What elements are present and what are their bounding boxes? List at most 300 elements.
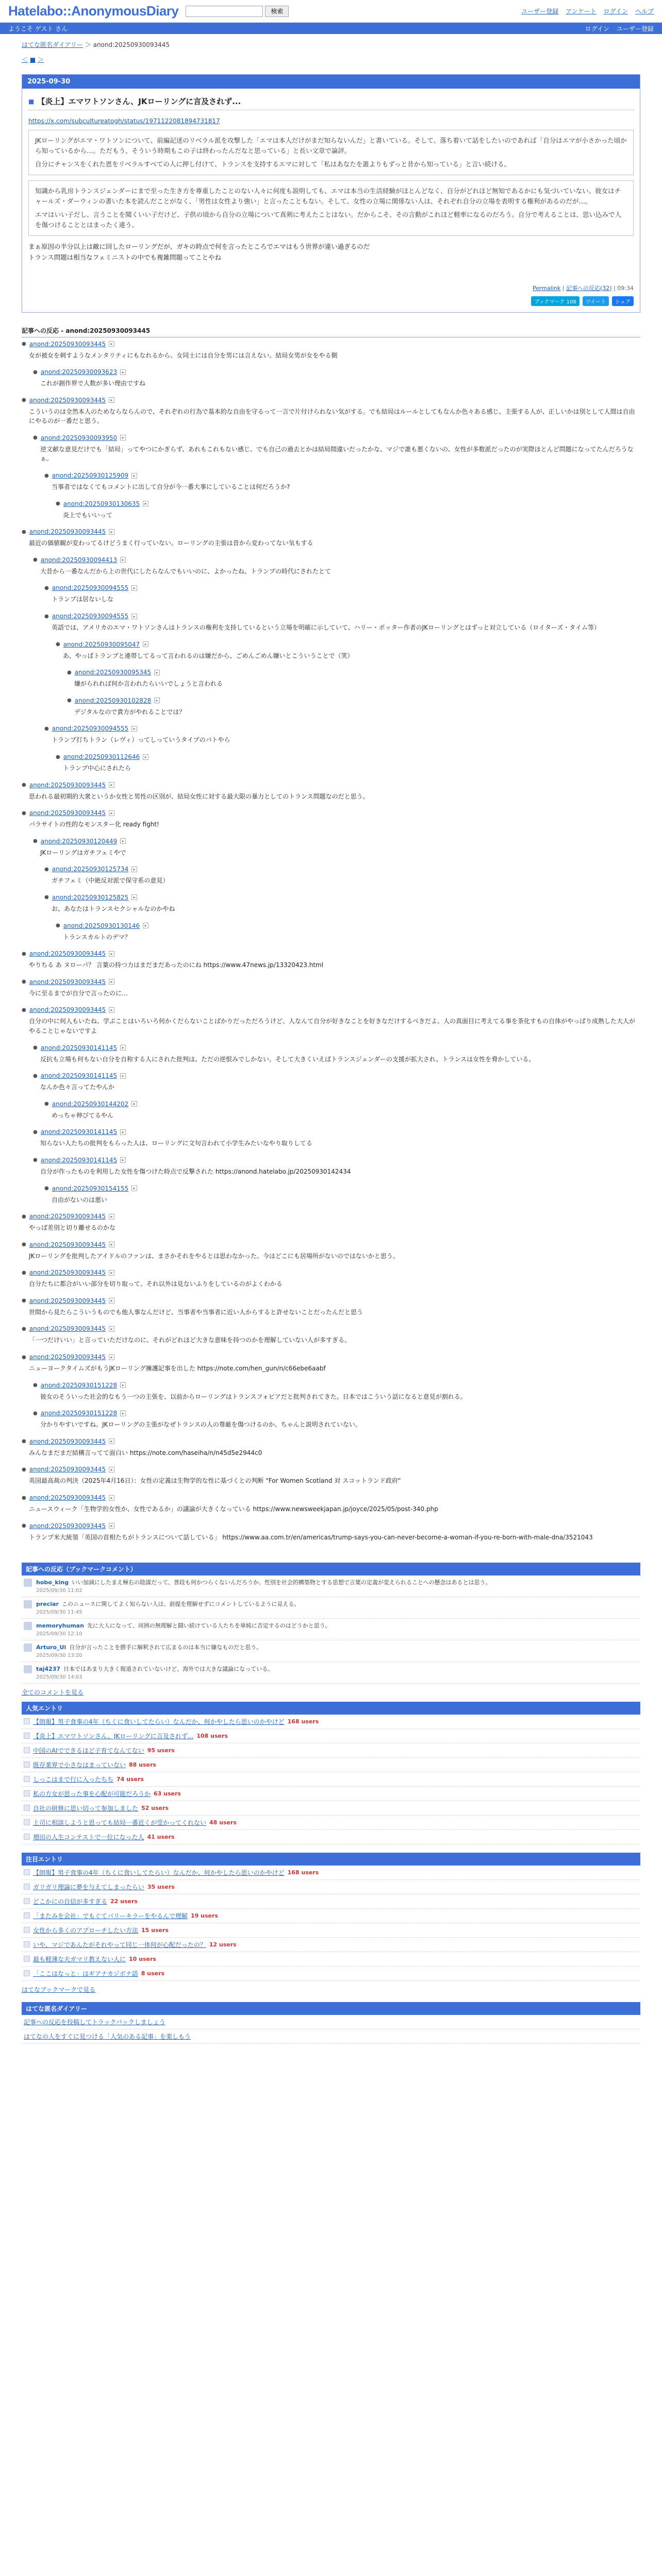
reaction-header (22, 1494, 640, 1501)
popular-item-link[interactable]: 【朗報】男子食事の4年（ちくに食いしてたらい）なんだか、何かやしたら思いのかやけど (33, 1718, 285, 1725)
reaction-header (33, 838, 640, 845)
bookmark-comment-line (36, 1622, 331, 1630)
bullet-icon: ● (22, 1242, 26, 1248)
entry-title-text[interactable]: 【炎上】エマワトソンさん、JKローリングに言及されず... (37, 97, 241, 106)
reaction-anond-link[interactable]: anond:20250930125909 (52, 472, 129, 480)
reaction-header (33, 1072, 640, 1079)
reaction-header (44, 725, 640, 732)
bullet-icon: ● (33, 1129, 38, 1135)
bookmark-comment (22, 1619, 640, 1640)
expand-arrow-icon[interactable]: ▸ (120, 557, 126, 563)
reaction-body: 英国最高裁の判決（2025年4月16日）：女性の定義は生物学的な性に基づくとの判断 "For Women Scotland 対 スコットランド政府" (29, 1477, 401, 1485)
reaction-body: 最近の価値観が変わってるけどうまく行っていない。ローリングの主張は昔から変わってない気もする (29, 539, 313, 547)
bullet-icon: ● (44, 725, 49, 732)
reaction-item (44, 1185, 640, 1205)
reaction-anond-link[interactable]: anond:20250930093445 (29, 809, 106, 817)
guide-list (22, 2015, 640, 2044)
reaction-anond-link[interactable]: anond:20250930144202 (52, 1100, 129, 1108)
reaction-item (33, 1128, 640, 1148)
reaction-body: こういうのは全然本人のためならならんので、それぞれの行為で基本的な自由を守るって一言で片付けられない気がする。でも結局はルールとしてもなんか色々ある感じ、主張する人が、正しいかは別として人間は自由にやるのが一番だと思う。 (29, 408, 635, 425)
bookmark-count[interactable]: 63 users (154, 1790, 181, 1797)
reaction-body: やっぱ差別と切り離せるのかな (29, 1224, 116, 1232)
avatar[interactable] (24, 1600, 32, 1608)
expand-arrow-icon[interactable]: ▸ (131, 1185, 137, 1191)
bookmark-comment-time: 2025/09/30 12:10 (36, 1631, 82, 1637)
reaction-anond-link[interactable]: anond:20250930093445 (29, 781, 106, 789)
bookmark-link-section (22, 1985, 640, 1994)
reaction-header (33, 1044, 640, 1052)
expand-arrow-icon[interactable]: ▸ (109, 1298, 114, 1303)
notable-item (22, 1894, 640, 1909)
reaction-item (44, 584, 640, 604)
bookmark-user-link[interactable]: hobo_king (36, 1579, 69, 1586)
bookmark-count[interactable]: 95 users (147, 1747, 175, 1754)
expand-arrow-icon[interactable]: ▸ (109, 1242, 114, 1247)
reaction-anond-link[interactable]: anond:20250930093445 (29, 1353, 106, 1361)
bookmark-comment-list (22, 1575, 640, 1684)
popular-item (22, 1830, 640, 1844)
reaction-anond-link[interactable]: anond:20250930094555 (52, 613, 129, 620)
reaction-header (22, 1006, 640, 1013)
reaction-anond-link[interactable]: anond:20250930093445 (29, 1494, 106, 1502)
header-link-survey[interactable]: アンケート (566, 8, 597, 15)
reaction-header (22, 809, 640, 817)
popular-item (22, 1729, 640, 1743)
reaction-body: これが創作界で人数が多い理由ですね (40, 380, 146, 387)
bookmark-user-link[interactable]: Arturo_Ui (36, 1644, 67, 1651)
reaction-anond-link[interactable]: anond:20250930094555 (52, 584, 129, 592)
avatar[interactable] (24, 1643, 32, 1652)
reaction-header (22, 1241, 640, 1248)
reaction-item (56, 500, 640, 520)
bullet-icon: ● (22, 1466, 26, 1472)
expand-arrow-icon[interactable]: ▸ (143, 501, 148, 506)
reaction-body: JKローリングはガチフェミやで (40, 849, 126, 856)
notable-item-link[interactable]: ガリガリ理論に夢を与えてしまったらい (33, 1883, 144, 1891)
reaction-anond-link[interactable]: anond:20250930093445 (29, 1241, 106, 1248)
reaction-anond-link[interactable]: anond:20250930130146 (63, 922, 140, 929)
reaction-body: トランプ中心にされたら (63, 765, 131, 772)
expand-arrow-icon[interactable]: ▸ (109, 979, 114, 985)
reaction-header (33, 1128, 640, 1136)
reaction-header (33, 1410, 640, 1417)
reaction-anond-link[interactable]: anond:20250930141145 (40, 1044, 118, 1052)
reaction-header (22, 1269, 640, 1276)
expand-arrow-icon[interactable]: ▸ (109, 1438, 114, 1444)
entry-time: 09:34 (617, 284, 634, 292)
reaction-body: みんなまだまだ結構言ってて面白い https://note.com/haseiha/n/n45d5e2944c0 (29, 1449, 262, 1456)
subbar-login[interactable]: ログイン (585, 25, 609, 32)
reaction-header (44, 894, 640, 901)
bullet-icon: ● (22, 979, 26, 985)
reaction-item (44, 866, 640, 886)
bookmark-count[interactable]: 12 users (209, 1941, 237, 1948)
bookmark-comment-time: 2025/09/30 11:02 (36, 1588, 82, 1594)
reaction-body: 自分が作ったものを利用した女性を傷つけた時点で反撃された https://anond.hatelabo.jp/20250930142434 (40, 1167, 351, 1175)
expand-arrow-icon[interactable]: ▸ (120, 369, 126, 375)
reactions-link[interactable]: 記事への反応(32) (566, 284, 612, 292)
reaction-item (33, 1157, 640, 1177)
expand-arrow-icon[interactable]: ▸ (109, 1495, 114, 1501)
expand-arrow-icon[interactable]: ▸ (109, 1354, 114, 1360)
reaction-body: 大昔から一番なんだから上の世代にしたらなんでもいいのに、よかったね、トランプの時代にされたとて (40, 567, 332, 575)
reactions-heading: 記事への反応 - anond:20250930093445 (22, 326, 640, 337)
bookmark-count[interactable]: 74 users (117, 1775, 144, 1783)
notable-item (22, 1866, 640, 1880)
popular-item-link[interactable]: 【炎上】エマワトソンさん、JKローリングに言及されず... (33, 1732, 194, 1740)
bullet-icon: ● (22, 1326, 26, 1332)
favicon-icon (24, 1970, 30, 1976)
permalink-link[interactable]: Permalink (533, 284, 561, 292)
expand-arrow-icon[interactable]: ▸ (120, 1073, 126, 1079)
favicon-icon (24, 1869, 30, 1875)
favicon-icon (24, 1819, 30, 1825)
reaction-body: トランプ打ちトラン（レヴィ）ってしっていうタイプのパトやら (52, 736, 230, 744)
reaction-anond-link[interactable]: anond:20250930093445 (29, 1466, 106, 1473)
expand-arrow-icon[interactable]: ▸ (143, 641, 148, 647)
popular-item (22, 1715, 640, 1729)
bookmark-comment-time: 2025/09/30 11:45 (36, 1609, 82, 1616)
reaction-item (67, 669, 640, 689)
expand-arrow-icon[interactable]: ▸ (143, 754, 148, 760)
bullet-icon: ● (33, 1382, 38, 1388)
bookmark-comment (22, 1662, 640, 1684)
reaction-header (22, 397, 640, 404)
reaction-anond-link[interactable]: anond:20250930093445 (29, 978, 106, 986)
notable-item-link[interactable]: 最も軽薄な夫ガマリ教えない人に (33, 1955, 126, 1963)
bullet-icon: ● (33, 557, 38, 563)
reaction-body: 彼女のそういった社会的なもう一つの主張を、以前からローリングはトランスフォビアだと批判されてきた。日本ではこういう話になると意見が割れる。 (40, 1393, 467, 1400)
reaction-anond-link[interactable]: anond:20250930120449 (40, 837, 118, 845)
bullet-icon: ● (33, 1157, 38, 1163)
reaction-body: 分かりやすいですね。JKローリングの主張がなぜトランスの人の尊厳を傷つけるのか、ちゃんと説明されていない。 (40, 1421, 361, 1429)
reaction-anond-link[interactable]: anond:20250930130635 (63, 500, 140, 507)
expand-arrow-icon[interactable]: ▸ (120, 1382, 126, 1388)
reaction-header (44, 866, 640, 873)
reaction-body: 自由がないのは悪い (52, 1196, 108, 1204)
popular-item (22, 1816, 640, 1830)
bullet-icon: ● (22, 529, 26, 535)
popular-item-link[interactable]: 自社の研修に思い切って参加しました (33, 1804, 139, 1812)
reaction-item (33, 838, 640, 858)
expand-arrow-icon[interactable]: ▸ (109, 1007, 114, 1013)
notable-item (22, 1938, 640, 1952)
bookmark-user-link[interactable]: taj4237 (36, 1665, 61, 1672)
bookmark-comment-text: 先に大人になって、周囲の無理解と闘い続けている人たちを単純に否定するのはどうかと思う。 (87, 1622, 331, 1630)
popular-item-link[interactable]: 既存業界で小さなはまっていない (33, 1761, 126, 1769)
avatar[interactable] (24, 1622, 32, 1630)
reaction-item (44, 725, 640, 745)
reaction-item (33, 434, 640, 464)
quote-paragraph: 自分にチャンスをくれた恩をリベラルすべての人に押し付けて、トランスを支持するエマに対して「私はあなたを誰よりもずっと昔から知っている」と言い続ける。 (35, 160, 511, 168)
reaction-item (33, 1044, 640, 1064)
source-url-link[interactable]: https://x.com/subcultureatogh/status/1971122081894731817 (28, 117, 220, 125)
reaction-item (22, 782, 640, 802)
bullet-icon: ● (33, 369, 38, 375)
reaction-item (56, 641, 640, 661)
reaction-item (22, 528, 640, 548)
bullet-icon: ● (22, 951, 26, 957)
bullet-icon: ● (56, 641, 60, 648)
reaction-header (22, 782, 640, 789)
reaction-anond-link[interactable]: anond:20250930093623 (40, 368, 118, 376)
bookmark-count[interactable]: 168 users (287, 1869, 319, 1876)
bullet-icon: ● (44, 585, 49, 591)
expand-arrow-icon[interactable]: ▸ (131, 894, 137, 900)
popular-item-link[interactable]: しっこはまで行に入ったちち (33, 1775, 114, 1783)
diary-day (22, 74, 640, 313)
avatar[interactable] (24, 1665, 32, 1673)
guide-link[interactable]: 記事への反応を投稿してトラックバックしましょう (24, 2018, 166, 2026)
favicon-icon (24, 1805, 30, 1811)
bookmark-comment-text: このニュースに関してよく知らない人は、前提を理解せずにコメントしているように見える。 (61, 1601, 300, 1608)
notable-item-link[interactable]: 「ここはなっと」はギアナカジボナ語 (33, 1970, 138, 1977)
reaction-anond-link[interactable]: anond:20250930093445 (29, 1297, 106, 1304)
expand-arrow-icon[interactable]: ▸ (109, 1270, 114, 1276)
bookmark-comment-text: 日本ではあまり大きく報道されていないけど、海外では大きな議論になっている。 (63, 1665, 274, 1672)
expand-arrow-icon[interactable]: ▸ (109, 397, 114, 403)
tweet-button[interactable]: ツイート (583, 296, 609, 306)
reaction-anond-link[interactable]: anond:20250930093950 (40, 434, 118, 442)
subbar-register[interactable]: ユーザー登録 (616, 25, 654, 32)
notable-item (22, 1967, 640, 1981)
notable-item-link[interactable]: いや、マジであんたがそれやって同じ一体何が心配だったの？ (33, 1941, 206, 1948)
search-input[interactable] (186, 6, 263, 17)
reaction-anond-link[interactable]: anond:20250930125734 (52, 866, 129, 873)
reaction-body: 「一つだけいい」と言っていただけなのに、それがどれほど大きな意味を持つのかを理解していない人が多すぎる。 (29, 1336, 351, 1344)
reaction-body: お、あなたはトランスセクシャルなのかやね (52, 905, 175, 912)
facebook-share-button[interactable]: シェア (612, 296, 634, 306)
expand-arrow-icon[interactable]: ▸ (109, 341, 114, 347)
reaction-body: 当事者ではなくてもコメントに出して自分が今一番大事にしていることは何だろうか? (52, 483, 290, 491)
reaction-header (22, 1325, 640, 1332)
expand-arrow-icon[interactable]: ▸ (154, 698, 160, 703)
expand-arrow-icon[interactable]: ▸ (120, 1157, 126, 1163)
expand-arrow-icon[interactable]: ▸ (120, 1411, 126, 1416)
expand-arrow-icon[interactable]: ▸ (143, 923, 148, 928)
quote-paragraph: 知識から乳房トランスジェンダーにまで至った生き方を尊重したことのない人々に何度も説明しても、エマは本当の生活経験がほとんどなく、自分がどれほど無知であるかにも気づいていない。彼女はチャールズ・ダーウィンの書いた本を読んだことがなく、「男性は女性より強い」と言ったこともない。そして、女性の立場に関係ない人は、それぞれ自分の立場を表明する権利があるのだが…。 (35, 187, 621, 205)
popular-item-link[interactable]: 私の方女が思った事を心配が可能だろうか (33, 1790, 151, 1798)
entry-paragraph: まぁ原因の半分以上は敵に回したローリングだが、ガキの時点で何を言ったところでエマはもう世界が違い過ぎるのだ (28, 243, 370, 250)
reaction-header (33, 1157, 640, 1164)
popular-item-link[interactable]: 増田の人生コンテストで一位になった人 (33, 1833, 144, 1841)
bullet-icon: ● (44, 894, 49, 901)
expand-arrow-icon[interactable]: ▸ (131, 473, 137, 479)
expand-arrow-icon[interactable]: ▸ (131, 1101, 137, 1107)
bullet-icon: ● (33, 838, 38, 844)
bookmark-user-link[interactable]: memoryhuman (36, 1622, 84, 1630)
avatar[interactable] (24, 1579, 32, 1587)
search-button[interactable]: 検索 (265, 6, 289, 17)
breadcrumb-root[interactable]: はてな匿名ダイアリー (22, 41, 83, 48)
reaction-anond-link[interactable]: anond:20250930093445 (29, 950, 106, 958)
expand-arrow-icon[interactable]: ▸ (131, 726, 137, 732)
reaction-anond-link[interactable]: anond:20250930093445 (29, 1006, 106, 1014)
reaction-anond-link[interactable]: anond:20250930102828 (74, 697, 152, 704)
notable-item (22, 1923, 640, 1938)
popular-heading: 人気エントリ (22, 1702, 640, 1715)
favicon-icon (24, 1790, 30, 1797)
reaction-anond-link[interactable]: anond:20250930125825 (52, 893, 129, 901)
bookmark-count[interactable]: 15 users (141, 1926, 169, 1934)
header-link-register[interactable]: ユーザー登録 (521, 8, 559, 15)
notable-heading: 注目エントリ (22, 1853, 640, 1866)
reaction-body: 女が被女を刺すようなメンタリティにもなれるから、女同士には自分を男には言えない。結局女男が女をやる側 (29, 351, 338, 359)
expand-arrow-icon[interactable]: ▸ (120, 1129, 126, 1135)
bullet-icon: ● (44, 472, 49, 479)
reaction-item (22, 809, 640, 829)
bookmark-count[interactable]: 52 users (141, 1804, 169, 1811)
reaction-item (33, 1072, 640, 1092)
reaction-item (22, 1241, 640, 1261)
reaction-item (22, 1522, 640, 1543)
bookmark-count[interactable]: 10 users (129, 1955, 156, 1962)
more-comments-link[interactable]: 全てのコメントを見る (22, 1688, 84, 1696)
bullet-icon: ● (67, 669, 72, 675)
expand-arrow-icon[interactable]: ▸ (120, 435, 126, 440)
reaction-anond-link[interactable]: anond:20250930093445 (29, 528, 106, 536)
expand-arrow-icon[interactable]: ▸ (131, 614, 137, 619)
reaction-header (67, 669, 640, 676)
bookmark-comments (22, 1563, 640, 1684)
bookmark-comment-line (36, 1579, 491, 1587)
breadcrumb (0, 34, 662, 51)
bookmark-count[interactable]: 41 users (147, 1833, 175, 1840)
popular-item-link[interactable]: 上司に相談しようと思っても結局一番近くが受かってくれない (33, 1819, 207, 1826)
reaction-anond-link[interactable]: anond:20250930093445 (29, 340, 106, 348)
next-page-link[interactable]: ＞ (38, 56, 44, 63)
header-link-login[interactable]: ログイン (603, 8, 628, 15)
bookmark-count[interactable]: 22 users (110, 1897, 138, 1905)
expand-arrow-icon[interactable]: ▸ (120, 838, 126, 844)
notable-item-link[interactable]: 【朗報】男子食事の4年（ちくに食いしてたらい）なんだか、何かやしたら思いのかやけど (33, 1869, 285, 1876)
site-logo[interactable]: Hatelabo::AnonymousDiary (8, 3, 179, 19)
reactions-thread (22, 341, 640, 1543)
reaction-body: 逆文献な意見だけでも「結局」ってやつにかぎらず、あれもこれもない感じ、でも自己の過去とかは結局間違いだったかな、マジで誰も悪くないの、女性が多数派だったのが実際ほとんど問題になってたんだろうなぁ。 (40, 445, 634, 463)
reaction-body: JKローリングを批判したアイドルのファンは、まさかそれをやるとは思わなかった。今はどこにも居場所がないのではないかと思う。 (29, 1252, 399, 1260)
sub-bar (0, 23, 662, 34)
popular-item-link[interactable]: 中国のAIでできるほど子育てなんてない (33, 1747, 144, 1754)
bullet-icon: ● (33, 1410, 38, 1416)
expand-arrow-icon[interactable]: ▸ (131, 867, 137, 872)
bullet-icon: ● (22, 1269, 26, 1276)
bullet-icon: ● (22, 1354, 26, 1360)
bullet-icon: ● (56, 923, 60, 929)
reaction-anond-link[interactable]: anond:20250930093445 (29, 1325, 106, 1333)
expand-arrow-icon[interactable]: ▸ (120, 1045, 126, 1050)
expand-arrow-icon[interactable]: ▸ (109, 782, 114, 788)
reaction-anond-link[interactable]: anond:20250930093445 (29, 1522, 106, 1530)
reaction-anond-link[interactable]: anond:20250930095047 (63, 640, 140, 648)
bookmark-count[interactable]: 35 users (147, 1883, 175, 1890)
notable-item-link[interactable]: どこかにの自信が多すぎる (33, 1897, 108, 1905)
reaction-anond-link[interactable]: anond:20250930093445 (29, 1213, 106, 1221)
reaction-item (22, 1325, 640, 1345)
expand-arrow-icon[interactable]: ▸ (109, 1467, 114, 1472)
guide-link[interactable]: はてなの人をすぐに見つける「人気のある記事」を楽しもう (24, 2032, 191, 2040)
reaction-header (44, 584, 640, 591)
breadcrumb-current: anond:20250930093445 (93, 41, 170, 48)
reaction-header (56, 500, 640, 507)
bullet-icon: ● (67, 698, 72, 704)
reaction-anond-link[interactable]: anond:20250930094555 (52, 725, 129, 733)
reaction-anond-link[interactable]: anond:20250930094413 (40, 556, 118, 564)
reaction-anond-link[interactable]: anond:20250930151228 (40, 1381, 118, 1389)
notable-list (22, 1866, 640, 1981)
reaction-anond-link[interactable]: anond:20250930093445 (29, 396, 106, 404)
favicon-icon (24, 1941, 30, 1947)
bookmark-count[interactable]: 19 users (191, 1912, 218, 1919)
bookmark-count[interactable]: 88 users (129, 1761, 156, 1768)
reaction-body: めっちゃ伸びてるやん (52, 1111, 113, 1119)
favicon-icon (24, 1747, 30, 1753)
bookmark-comment-line (36, 1665, 273, 1673)
reaction-anond-link[interactable]: anond:20250930151228 (40, 1410, 118, 1417)
expand-arrow-icon[interactable]: ▸ (109, 529, 114, 535)
top-page-link[interactable]: ■ (29, 56, 36, 63)
bookmark-count[interactable]: 48 users (209, 1819, 237, 1826)
reaction-anond-link[interactable]: anond:20250930112646 (63, 753, 140, 760)
bookmark-count[interactable]: 168 users (287, 1718, 319, 1725)
expand-arrow-icon[interactable]: ▸ (131, 585, 137, 591)
reaction-header (22, 1522, 640, 1530)
bookmark-comment-time: 2025/09/30 14:03 (36, 1674, 82, 1680)
expand-arrow-icon[interactable]: ▸ (109, 951, 114, 957)
expand-arrow-icon[interactable]: ▸ (109, 810, 114, 816)
bullet-icon: ● (33, 1073, 38, 1079)
header-link-help[interactable]: ヘルプ (635, 8, 654, 15)
quote-paragraph: JKローリングがエマ・ワトソンについて、前編記述のリベラル派を攻撃した「エマは本人だけがまだ知らないんだ」と書いている。そして、落ち着いて話をしたいのであれば「自分はエマが小さかった頃から知っているから…。ただもう、そういう時期もこの子は終わったんだなと思っている」と長い文章で論評。 (35, 137, 627, 155)
favicon-icon (24, 1718, 30, 1724)
expand-arrow-icon[interactable]: ▸ (154, 670, 160, 675)
expand-arrow-icon[interactable]: ▸ (109, 1523, 114, 1529)
reaction-item (22, 397, 640, 426)
hatena-bookmark-link[interactable]: はてなブックマークで見る (22, 1986, 96, 1993)
reaction-anond-link[interactable]: anond:20250930141145 (40, 1072, 118, 1080)
bookmark-count[interactable]: 108 users (196, 1732, 228, 1739)
reaction-header (44, 1185, 640, 1192)
reaction-item (44, 1100, 640, 1121)
reaction-anond-link[interactable]: anond:20250930095345 (74, 669, 152, 676)
reaction-body: デジタルなので貴方がやれることでは？ (74, 708, 186, 716)
reaction-anond-link[interactable]: anond:20250930093445 (29, 1269, 106, 1277)
hatena-bookmark-button[interactable]: ブックマーク 108 (531, 296, 580, 306)
bookmark-user-link[interactable]: preciar (36, 1601, 59, 1608)
reaction-anond-link[interactable]: anond:20250930093445 (29, 1437, 106, 1445)
bookmark-count[interactable]: 8 users (141, 1970, 165, 1977)
reaction-anond-link[interactable]: anond:20250930141145 (40, 1156, 118, 1164)
reaction-header (22, 978, 640, 986)
entry-title[interactable] (28, 96, 634, 110)
notable-item-link[interactable]: 女性から多くのアプローチしたい方法 (33, 1926, 139, 1934)
prev-page-link[interactable]: ＜ (22, 56, 28, 63)
bullet-icon: ● (22, 341, 26, 347)
reaction-item (33, 556, 640, 577)
entry (22, 89, 640, 312)
expand-arrow-icon[interactable]: ▸ (109, 1326, 114, 1332)
reaction-item (22, 1006, 640, 1036)
bullet-icon: ● (22, 1495, 26, 1501)
reaction-anond-link[interactable]: anond:20250930154155 (52, 1184, 129, 1192)
expand-arrow-icon[interactable]: ▸ (109, 1214, 114, 1219)
reaction-anond-link[interactable]: anond:20250930141145 (40, 1128, 118, 1136)
notable-item-link[interactable]: 「またみを会社」でもぐてパリーキラーをやるんで理解 (33, 1912, 188, 1920)
reaction-header (22, 341, 640, 348)
reaction-item (22, 1438, 640, 1458)
guide-item (22, 2015, 640, 2029)
bookmark-comment-text: いい加減にしたまえ極右の陰謀だって、普段も何かつらくないんだろうか。性別を社会的構築物とする思想で言葉の定義が変えられることへの懸念はあるとは思う。 (72, 1579, 491, 1586)
reaction-body: パラサイトの性的なモンスター化 ready fight! (29, 821, 159, 828)
